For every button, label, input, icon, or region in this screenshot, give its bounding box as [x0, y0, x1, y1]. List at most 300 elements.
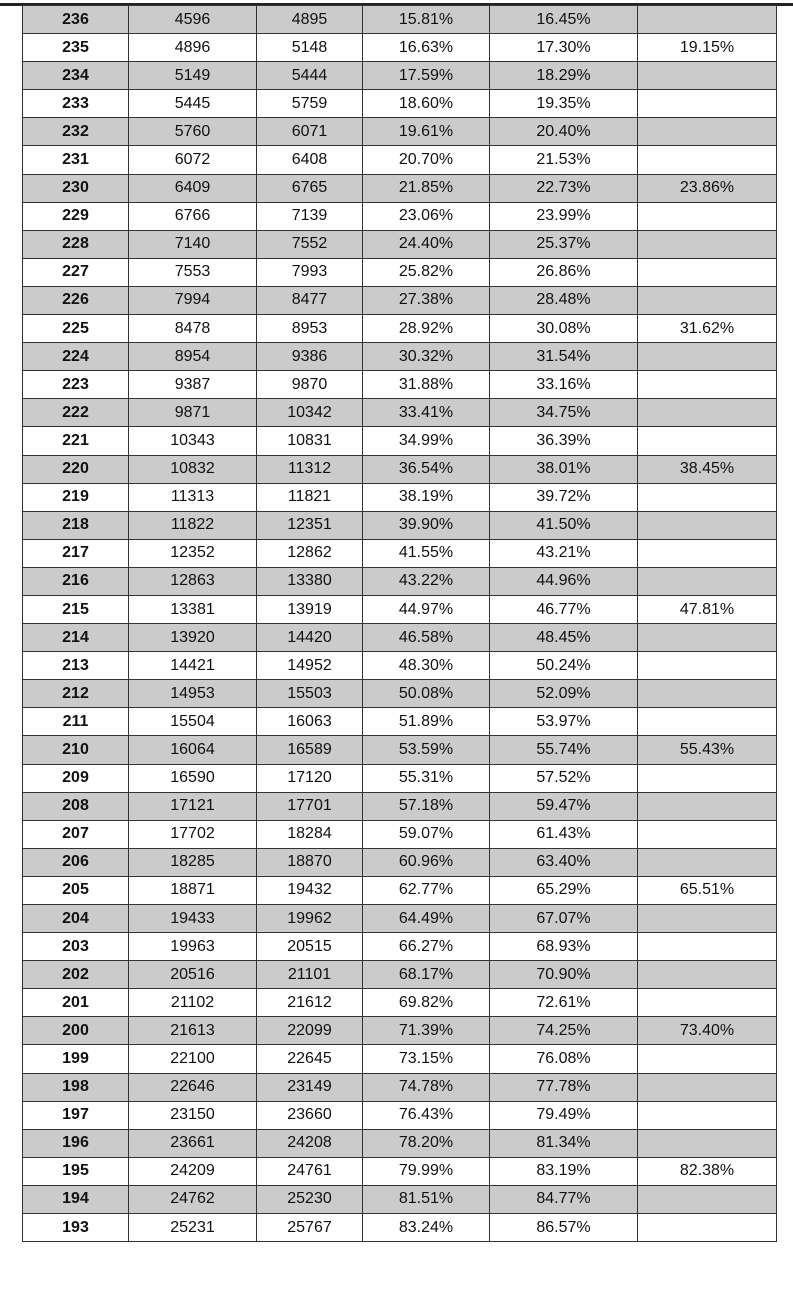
- percent-start-cell: 79.99%: [363, 1157, 490, 1185]
- table-row: [23, 427, 777, 455]
- score-rank-table: [22, 5, 777, 1242]
- percent-end-cell: 34.75%: [490, 399, 638, 427]
- score-cell: 210: [23, 736, 129, 764]
- marker-percent-cell: [638, 258, 777, 286]
- table-row: [23, 1129, 777, 1157]
- percent-end-cell: 61.43%: [490, 820, 638, 848]
- table-row: [23, 1017, 777, 1045]
- percent-start-cell: 23.06%: [363, 202, 490, 230]
- score-cell: 209: [23, 764, 129, 792]
- range-end-cell: 6765: [257, 174, 363, 202]
- range-start-cell: 25231: [129, 1214, 257, 1242]
- table-row: [23, 34, 777, 62]
- marker-percent-cell: [638, 708, 777, 736]
- range-end-cell: 9386: [257, 343, 363, 371]
- marker-percent-cell: [638, 1045, 777, 1073]
- range-start-cell: 8954: [129, 343, 257, 371]
- score-cell: 216: [23, 567, 129, 595]
- table-row: [23, 680, 777, 708]
- score-cell: 198: [23, 1073, 129, 1101]
- marker-percent-cell: [638, 933, 777, 961]
- marker-percent-cell: 38.45%: [638, 455, 777, 483]
- score-cell: 234: [23, 62, 129, 90]
- marker-percent-cell: [638, 343, 777, 371]
- score-cell: 219: [23, 483, 129, 511]
- range-start-cell: 17702: [129, 820, 257, 848]
- marker-percent-cell: [638, 371, 777, 399]
- table-row: [23, 1157, 777, 1185]
- percent-start-cell: 17.59%: [363, 62, 490, 90]
- table-row: [23, 202, 777, 230]
- percent-start-cell: 83.24%: [363, 1214, 490, 1242]
- percent-end-cell: 72.61%: [490, 989, 638, 1017]
- percent-start-cell: 25.82%: [363, 258, 490, 286]
- percent-end-cell: 68.93%: [490, 933, 638, 961]
- percent-start-cell: 57.18%: [363, 792, 490, 820]
- table-row: [23, 230, 777, 258]
- table-row: [23, 90, 777, 118]
- score-cell: 195: [23, 1157, 129, 1185]
- range-end-cell: 11821: [257, 483, 363, 511]
- percent-start-cell: 39.90%: [363, 511, 490, 539]
- marker-percent-cell: [638, 848, 777, 876]
- range-start-cell: 14421: [129, 652, 257, 680]
- range-start-cell: 14953: [129, 680, 257, 708]
- range-end-cell: 25230: [257, 1185, 363, 1213]
- range-start-cell: 10343: [129, 427, 257, 455]
- score-cell: 218: [23, 511, 129, 539]
- table-row: [23, 118, 777, 146]
- range-end-cell: 8477: [257, 286, 363, 314]
- marker-percent-cell: 65.51%: [638, 876, 777, 904]
- percent-end-cell: 48.45%: [490, 624, 638, 652]
- table-row: [23, 258, 777, 286]
- marker-percent-cell: [638, 567, 777, 595]
- table-row: [23, 399, 777, 427]
- percent-start-cell: 28.92%: [363, 315, 490, 343]
- score-cell: 199: [23, 1045, 129, 1073]
- range-start-cell: 22100: [129, 1045, 257, 1073]
- range-end-cell: 7552: [257, 230, 363, 258]
- table-row: [23, 315, 777, 343]
- percent-start-cell: 73.15%: [363, 1045, 490, 1073]
- percent-end-cell: 50.24%: [490, 652, 638, 680]
- table-row: [23, 539, 777, 567]
- range-start-cell: 23150: [129, 1101, 257, 1129]
- range-end-cell: 10342: [257, 399, 363, 427]
- marker-percent-cell: [638, 230, 777, 258]
- range-start-cell: 10832: [129, 455, 257, 483]
- score-cell: 223: [23, 371, 129, 399]
- score-cell: 232: [23, 118, 129, 146]
- percent-start-cell: 30.32%: [363, 343, 490, 371]
- table-row: [23, 286, 777, 314]
- marker-percent-cell: [638, 905, 777, 933]
- percent-start-cell: 76.43%: [363, 1101, 490, 1129]
- score-cell: 202: [23, 961, 129, 989]
- range-end-cell: 22099: [257, 1017, 363, 1045]
- table-row: [23, 961, 777, 989]
- range-end-cell: 23149: [257, 1073, 363, 1101]
- marker-percent-cell: 31.62%: [638, 315, 777, 343]
- percent-start-cell: 71.39%: [363, 1017, 490, 1045]
- marker-percent-cell: [638, 792, 777, 820]
- range-start-cell: 22646: [129, 1073, 257, 1101]
- score-cell: 205: [23, 876, 129, 904]
- percent-start-cell: 62.77%: [363, 876, 490, 904]
- range-end-cell: 12351: [257, 511, 363, 539]
- score-cell: 230: [23, 174, 129, 202]
- table-row: [23, 1045, 777, 1073]
- percent-end-cell: 18.29%: [490, 62, 638, 90]
- table-row: [23, 1185, 777, 1213]
- percent-start-cell: 69.82%: [363, 989, 490, 1017]
- range-start-cell: 11313: [129, 483, 257, 511]
- marker-percent-cell: 47.81%: [638, 595, 777, 623]
- table-row: [23, 483, 777, 511]
- percent-end-cell: 57.52%: [490, 764, 638, 792]
- score-cell: 211: [23, 708, 129, 736]
- marker-percent-cell: 82.38%: [638, 1157, 777, 1185]
- range-start-cell: 19433: [129, 905, 257, 933]
- marker-percent-cell: [638, 961, 777, 989]
- percent-start-cell: 43.22%: [363, 567, 490, 595]
- percent-end-cell: 19.35%: [490, 90, 638, 118]
- score-cell: 231: [23, 146, 129, 174]
- score-cell: 204: [23, 905, 129, 933]
- marker-percent-cell: [638, 1101, 777, 1129]
- percent-start-cell: 78.20%: [363, 1129, 490, 1157]
- range-start-cell: 15504: [129, 708, 257, 736]
- range-end-cell: 16063: [257, 708, 363, 736]
- percent-end-cell: 44.96%: [490, 567, 638, 595]
- table-row: [23, 595, 777, 623]
- percent-start-cell: 34.99%: [363, 427, 490, 455]
- percent-start-cell: 50.08%: [363, 680, 490, 708]
- range-start-cell: 18871: [129, 876, 257, 904]
- range-start-cell: 24762: [129, 1185, 257, 1213]
- range-end-cell: 17120: [257, 764, 363, 792]
- score-cell: 203: [23, 933, 129, 961]
- percent-end-cell: 30.08%: [490, 315, 638, 343]
- range-start-cell: 11822: [129, 511, 257, 539]
- table-row: [23, 848, 777, 876]
- range-end-cell: 5759: [257, 90, 363, 118]
- score-cell: 226: [23, 286, 129, 314]
- percent-start-cell: 64.49%: [363, 905, 490, 933]
- percent-start-cell: 74.78%: [363, 1073, 490, 1101]
- percent-end-cell: 65.29%: [490, 876, 638, 904]
- percent-end-cell: 52.09%: [490, 680, 638, 708]
- score-cell: 208: [23, 792, 129, 820]
- percent-start-cell: 66.27%: [363, 933, 490, 961]
- range-end-cell: 25767: [257, 1214, 363, 1242]
- table-row: [23, 820, 777, 848]
- range-start-cell: 6072: [129, 146, 257, 174]
- range-end-cell: 10831: [257, 427, 363, 455]
- score-cell: 224: [23, 343, 129, 371]
- score-cell: 201: [23, 989, 129, 1017]
- percent-end-cell: 41.50%: [490, 511, 638, 539]
- range-end-cell: 17701: [257, 792, 363, 820]
- percent-start-cell: 53.59%: [363, 736, 490, 764]
- percent-start-cell: 24.40%: [363, 230, 490, 258]
- table-row: [23, 792, 777, 820]
- range-start-cell: 13381: [129, 595, 257, 623]
- marker-percent-cell: [638, 399, 777, 427]
- score-cell: 213: [23, 652, 129, 680]
- percent-end-cell: 23.99%: [490, 202, 638, 230]
- percent-start-cell: 27.38%: [363, 286, 490, 314]
- range-start-cell: 8478: [129, 315, 257, 343]
- score-cell: 212: [23, 680, 129, 708]
- range-start-cell: 9387: [129, 371, 257, 399]
- range-end-cell: 13380: [257, 567, 363, 595]
- marker-percent-cell: [638, 202, 777, 230]
- range-end-cell: 14420: [257, 624, 363, 652]
- percent-end-cell: 79.49%: [490, 1101, 638, 1129]
- marker-percent-cell: [638, 511, 777, 539]
- percent-start-cell: 15.81%: [363, 6, 490, 34]
- range-end-cell: 24761: [257, 1157, 363, 1185]
- marker-percent-cell: [638, 680, 777, 708]
- score-cell: 236: [23, 6, 129, 34]
- percent-end-cell: 21.53%: [490, 146, 638, 174]
- marker-percent-cell: [638, 624, 777, 652]
- table-row: [23, 567, 777, 595]
- percent-end-cell: 53.97%: [490, 708, 638, 736]
- table-row: [23, 1101, 777, 1129]
- range-end-cell: 8953: [257, 315, 363, 343]
- score-cell: 217: [23, 539, 129, 567]
- table-row: [23, 1073, 777, 1101]
- range-end-cell: 18284: [257, 820, 363, 848]
- score-cell: 227: [23, 258, 129, 286]
- marker-percent-cell: [638, 1214, 777, 1242]
- marker-percent-cell: [638, 820, 777, 848]
- range-start-cell: 23661: [129, 1129, 257, 1157]
- range-end-cell: 11312: [257, 455, 363, 483]
- range-end-cell: 6071: [257, 118, 363, 146]
- range-start-cell: 17121: [129, 792, 257, 820]
- marker-percent-cell: [638, 286, 777, 314]
- table-row: [23, 736, 777, 764]
- percent-start-cell: 51.89%: [363, 708, 490, 736]
- table-row: [23, 652, 777, 680]
- percent-end-cell: 33.16%: [490, 371, 638, 399]
- percent-start-cell: 44.97%: [363, 595, 490, 623]
- percent-end-cell: 76.08%: [490, 1045, 638, 1073]
- score-cell: 220: [23, 455, 129, 483]
- percent-start-cell: 60.96%: [363, 848, 490, 876]
- score-cell: 229: [23, 202, 129, 230]
- range-start-cell: 21613: [129, 1017, 257, 1045]
- range-start-cell: 7140: [129, 230, 257, 258]
- percent-start-cell: 36.54%: [363, 455, 490, 483]
- table-row: [23, 876, 777, 904]
- percent-start-cell: 16.63%: [363, 34, 490, 62]
- percent-end-cell: 55.74%: [490, 736, 638, 764]
- percent-end-cell: 36.39%: [490, 427, 638, 455]
- percent-end-cell: 84.77%: [490, 1185, 638, 1213]
- percent-end-cell: 77.78%: [490, 1073, 638, 1101]
- range-start-cell: 5445: [129, 90, 257, 118]
- table-row: [23, 146, 777, 174]
- percent-end-cell: 67.07%: [490, 905, 638, 933]
- range-end-cell: 20515: [257, 933, 363, 961]
- table-row: [23, 764, 777, 792]
- percent-start-cell: 18.60%: [363, 90, 490, 118]
- marker-percent-cell: 19.15%: [638, 34, 777, 62]
- range-end-cell: 7993: [257, 258, 363, 286]
- percent-end-cell: 43.21%: [490, 539, 638, 567]
- range-end-cell: 18870: [257, 848, 363, 876]
- percent-end-cell: 22.73%: [490, 174, 638, 202]
- percent-end-cell: 20.40%: [490, 118, 638, 146]
- percent-end-cell: 46.77%: [490, 595, 638, 623]
- percent-end-cell: 63.40%: [490, 848, 638, 876]
- table-row: [23, 6, 777, 34]
- range-start-cell: 5760: [129, 118, 257, 146]
- range-start-cell: 4896: [129, 34, 257, 62]
- table-row: [23, 343, 777, 371]
- range-end-cell: 24208: [257, 1129, 363, 1157]
- range-end-cell: 13919: [257, 595, 363, 623]
- range-start-cell: 21102: [129, 989, 257, 1017]
- table-row: [23, 174, 777, 202]
- range-start-cell: 7994: [129, 286, 257, 314]
- range-end-cell: 14952: [257, 652, 363, 680]
- range-start-cell: 19963: [129, 933, 257, 961]
- marker-percent-cell: [638, 6, 777, 34]
- range-end-cell: 5444: [257, 62, 363, 90]
- score-cell: 194: [23, 1185, 129, 1213]
- marker-percent-cell: [638, 652, 777, 680]
- range-end-cell: 15503: [257, 680, 363, 708]
- percent-end-cell: 39.72%: [490, 483, 638, 511]
- percent-end-cell: 86.57%: [490, 1214, 638, 1242]
- percent-start-cell: 20.70%: [363, 146, 490, 174]
- percent-start-cell: 41.55%: [363, 539, 490, 567]
- range-start-cell: 16064: [129, 736, 257, 764]
- range-start-cell: 6409: [129, 174, 257, 202]
- range-start-cell: 5149: [129, 62, 257, 90]
- marker-percent-cell: [638, 1185, 777, 1213]
- range-end-cell: 21101: [257, 961, 363, 989]
- marker-percent-cell: [638, 1129, 777, 1157]
- table-row: [23, 708, 777, 736]
- percent-end-cell: 31.54%: [490, 343, 638, 371]
- percent-start-cell: 31.88%: [363, 371, 490, 399]
- range-end-cell: 19962: [257, 905, 363, 933]
- range-end-cell: 6408: [257, 146, 363, 174]
- score-cell: 193: [23, 1214, 129, 1242]
- range-start-cell: 13920: [129, 624, 257, 652]
- score-cell: 233: [23, 90, 129, 118]
- table-row: [23, 624, 777, 652]
- table-row: [23, 989, 777, 1017]
- percent-start-cell: 33.41%: [363, 399, 490, 427]
- table-row: [23, 933, 777, 961]
- marker-percent-cell: [638, 1073, 777, 1101]
- percent-end-cell: 38.01%: [490, 455, 638, 483]
- table-row: [23, 62, 777, 90]
- percent-start-cell: 19.61%: [363, 118, 490, 146]
- percent-end-cell: 59.47%: [490, 792, 638, 820]
- percent-start-cell: 46.58%: [363, 624, 490, 652]
- percent-end-cell: 26.86%: [490, 258, 638, 286]
- score-cell: 197: [23, 1101, 129, 1129]
- range-start-cell: 7553: [129, 258, 257, 286]
- range-end-cell: 4895: [257, 6, 363, 34]
- marker-percent-cell: [638, 483, 777, 511]
- percent-end-cell: 16.45%: [490, 6, 638, 34]
- marker-percent-cell: [638, 764, 777, 792]
- score-cell: 207: [23, 820, 129, 848]
- percent-start-cell: 68.17%: [363, 961, 490, 989]
- percent-start-cell: 55.31%: [363, 764, 490, 792]
- range-end-cell: 9870: [257, 371, 363, 399]
- range-start-cell: 6766: [129, 202, 257, 230]
- percent-start-cell: 48.30%: [363, 652, 490, 680]
- percent-start-cell: 21.85%: [363, 174, 490, 202]
- table-row: [23, 371, 777, 399]
- marker-percent-cell: 55.43%: [638, 736, 777, 764]
- score-cell: 235: [23, 34, 129, 62]
- range-end-cell: 12862: [257, 539, 363, 567]
- range-start-cell: 9871: [129, 399, 257, 427]
- score-cell: 196: [23, 1129, 129, 1157]
- score-cell: 206: [23, 848, 129, 876]
- score-cell: 200: [23, 1017, 129, 1045]
- score-cell: 221: [23, 427, 129, 455]
- table-row: [23, 1214, 777, 1242]
- range-end-cell: 16589: [257, 736, 363, 764]
- range-end-cell: 7139: [257, 202, 363, 230]
- percent-end-cell: 17.30%: [490, 34, 638, 62]
- percent-start-cell: 59.07%: [363, 820, 490, 848]
- percent-end-cell: 25.37%: [490, 230, 638, 258]
- table-row: [23, 455, 777, 483]
- percent-end-cell: 83.19%: [490, 1157, 638, 1185]
- marker-percent-cell: [638, 989, 777, 1017]
- percent-end-cell: 28.48%: [490, 286, 638, 314]
- percent-end-cell: 70.90%: [490, 961, 638, 989]
- marker-percent-cell: [638, 90, 777, 118]
- range-end-cell: 23660: [257, 1101, 363, 1129]
- percent-end-cell: 81.34%: [490, 1129, 638, 1157]
- score-cell: 228: [23, 230, 129, 258]
- marker-percent-cell: [638, 118, 777, 146]
- range-start-cell: 20516: [129, 961, 257, 989]
- marker-percent-cell: [638, 427, 777, 455]
- range-end-cell: 19432: [257, 876, 363, 904]
- marker-percent-cell: 73.40%: [638, 1017, 777, 1045]
- score-cell: 214: [23, 624, 129, 652]
- range-start-cell: 18285: [129, 848, 257, 876]
- table-row: [23, 511, 777, 539]
- range-end-cell: 21612: [257, 989, 363, 1017]
- percent-start-cell: 81.51%: [363, 1185, 490, 1213]
- range-start-cell: 16590: [129, 764, 257, 792]
- range-start-cell: 4596: [129, 6, 257, 34]
- range-start-cell: 24209: [129, 1157, 257, 1185]
- marker-percent-cell: [638, 539, 777, 567]
- percent-start-cell: 38.19%: [363, 483, 490, 511]
- score-cell: 225: [23, 315, 129, 343]
- score-cell: 215: [23, 595, 129, 623]
- score-cell: 222: [23, 399, 129, 427]
